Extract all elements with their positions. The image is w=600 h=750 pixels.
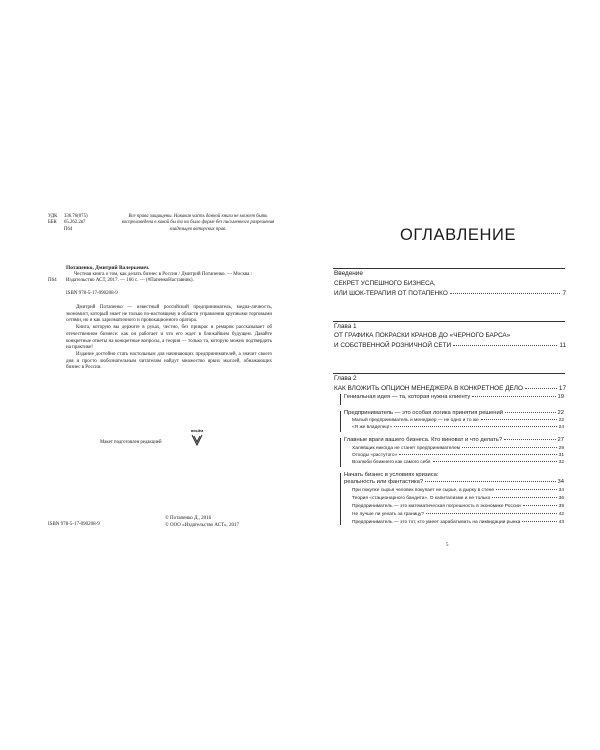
code-key <box>48 227 64 233</box>
page-ref: 27 <box>557 437 564 443</box>
toc-entry-text: Не лучше ли уехать за границу? <box>352 512 425 517</box>
copyright-lines <box>165 516 239 529</box>
page-ref: 29 <box>558 446 564 451</box>
page-ref: 7 <box>562 289 566 297</box>
code-key: ББК <box>48 220 57 226</box>
author-mark-row <box>48 227 88 233</box>
toc-entry <box>344 479 564 485</box>
section-title-line: ОТ ГРАФИКА ПОКРАСКИ КРАНОВ ДО «ЧЕРНОГО БАРСА» <box>334 332 511 339</box>
classification-codes <box>48 214 88 233</box>
dot-leader <box>425 481 555 482</box>
toc-entry-text: Теория «стационарного бандита». О капитализме и не только <box>352 496 491 501</box>
section-rule <box>333 268 565 269</box>
dot-leader <box>394 426 557 427</box>
toc-entry-text: Предприниматель — это тот, кто умеет зарабатывать на ликвидации рынка <box>352 520 521 525</box>
section-rule <box>333 373 565 374</box>
dot-leader <box>462 447 557 448</box>
page-ref: 36 <box>558 496 564 501</box>
page-ref: 19 <box>557 394 564 400</box>
contents-page <box>300 0 600 750</box>
toc-entry-text: Возлюби ближнего как самого себя <box>352 460 431 465</box>
page-ref: 22 <box>557 410 564 416</box>
toc-entry <box>344 472 564 478</box>
isbn-bottom: ISBN 978-5-17-090208-9 <box>48 522 100 527</box>
shelf-code: П64 <box>48 278 57 283</box>
copyright-author: © Потапенко Д., 2016 <box>165 516 212 521</box>
toc-entry-text: Начать бизнес в условиях кризиса: <box>344 472 439 478</box>
dot-leader <box>481 419 557 420</box>
group-bar <box>340 438 341 467</box>
section-rule <box>333 321 565 322</box>
dot-leader <box>504 439 555 440</box>
annotation-paragraph: Издание достойно стать настольным для начинающих предпринимателей, а значит своего дня и просто любознательным читателям найдут множество ярких мыслей, обнажающих бизнес в России. <box>66 351 272 371</box>
annotation-paragraph: Книга, которую вы держите в руках, честно, без прикрас и ремарок рассказывает об отечественном бизнесе: как он работает и что его ждет в ближайшем будущем. Давайте конкретные ответы на конкретные вопросы, а теория — только та, которую можно подтвердить на практике! <box>66 325 272 351</box>
toc-entry-text: Главные враги вашего бизнеса. Кто виноват и что делать? <box>344 437 503 443</box>
section-label: Введение <box>334 270 363 277</box>
dot-leader <box>433 461 557 462</box>
rights-notice: Все права защищены. Никакая часть данной книги не может быть воспроизведена в какой бы то ни было форме без письменного разрешения владельцев авторских прав. <box>121 214 275 232</box>
toc-entry-text: Халявщик никогда не станет предпринимателем <box>352 446 461 451</box>
section-title <box>334 279 566 299</box>
isbn-top: ISBN 978-5-17-090208-9 <box>66 291 118 296</box>
toc-entry <box>344 410 564 416</box>
section-title-line: СЕКРЕТ УСПЕШНОГО БИЗНЕСА, <box>334 280 436 287</box>
section-label: Глава 1 <box>334 323 357 330</box>
dot-leader <box>523 505 557 506</box>
section-title-line <box>334 341 566 351</box>
publisher-logo <box>189 427 205 447</box>
section-label: Глава 2 <box>334 375 357 382</box>
publisher-logo-text: ПРАЙМ <box>190 429 204 433</box>
dot-leader <box>496 489 557 490</box>
dot-leader <box>453 345 557 346</box>
page-ref: 11 <box>559 341 566 349</box>
page-ref: 43 <box>558 520 564 525</box>
toc-subentry <box>352 460 564 465</box>
page-ref: 17 <box>558 385 566 392</box>
toc-title: ОГЛАВЛЕНИЕ <box>400 226 517 244</box>
page-ref: 24 <box>558 425 564 430</box>
dot-leader <box>505 412 556 413</box>
dot-leader <box>426 513 557 514</box>
book-annotation <box>66 305 272 372</box>
bibliographic-record: Честная книга о том, как делать бизнес в России / Дмитрий Потапенко. — Москва : Издательство АСТ, 2017. — 166 с. — (#ПапенкоНаставник). <box>66 272 253 284</box>
section-title-line <box>334 289 566 299</box>
dot-leader <box>522 521 556 522</box>
code-value: 336.76(075) <box>64 214 88 219</box>
toc-entry-text: Гениальная идея — та, которая нужна клиенту <box>344 394 471 400</box>
dot-leader <box>399 454 556 455</box>
page-ref: 39 <box>558 504 564 509</box>
section-title-text: ИЛИ ШОК-ТЕРАПИЯ ОТ ПОТАПЕНКО <box>334 289 448 297</box>
layout-credit: Макет подготовлен редакцией <box>100 440 162 445</box>
page-ref: 22 <box>558 418 564 423</box>
toc-subentry <box>352 488 564 493</box>
toc-subentry <box>352 504 564 509</box>
toc-subentry <box>352 453 564 458</box>
toc-entry-text: Малый предприниматель и менеджер — не одно и то же <box>352 418 479 423</box>
toc-entry-text: Отходы «растутого» <box>352 453 398 458</box>
dot-leader <box>492 497 556 498</box>
dot-leader <box>525 388 557 389</box>
section-title-line <box>334 384 566 394</box>
copyright-publisher: © ООО «Издательство АСТ», 2017 <box>165 522 240 528</box>
page-number: 5 <box>446 543 449 548</box>
dot-leader <box>450 293 561 294</box>
toc-entry-text: «Я же владелец!» <box>352 425 393 430</box>
toc-subentry <box>352 446 564 451</box>
group-bar <box>340 411 341 432</box>
dot-leader <box>472 396 555 397</box>
section-title-text: КАК ВЛОЖИТЬ ОПЦИОН МЕНЕДЖЕРА В КОНКРЕТНОЕ ДЕЛО <box>334 385 523 392</box>
group-bar <box>340 394 341 405</box>
section-title <box>334 384 566 394</box>
page-ref: 34 <box>557 479 564 485</box>
page-ref: 31 <box>558 453 564 458</box>
toc-entry <box>344 394 564 400</box>
toc-subentry <box>352 418 564 423</box>
toc-subentry <box>352 512 564 517</box>
group-bar <box>340 473 341 525</box>
toc-entry <box>344 437 564 443</box>
annotation-paragraph: Дмитрий Потапенко — известный российский предприниматель, медиа-личность, экономист, который знает не только по-настоящему в области управления крупными торговыми сетями, но и как харизматичного и провокационного оратора. <box>66 305 272 324</box>
author-heading: Потапенко, Дмитрий Валерьевич. <box>66 265 150 271</box>
page-ref: 32 <box>558 460 564 465</box>
toc-entry-text: При покупке сырья человек покупает не сырье, а дырку в стене <box>352 488 495 493</box>
section-title-text: И СОБСТВЕННОЙ РОЗНИЧНОЙ СЕТИ <box>334 341 452 349</box>
toc-subentry <box>352 520 564 525</box>
toc-entry-text: Предприниматель — это математическая погрешность в экономике России <box>352 504 521 509</box>
section-title <box>334 331 566 351</box>
code-key: УДК <box>48 214 58 219</box>
toc-entry-text: Предприниматель — это особая логика принятия решений <box>344 410 503 416</box>
page-ref: 42 <box>558 512 564 517</box>
page-ref: 34 <box>558 488 564 493</box>
toc-entry-text: реальность или фантастика? <box>344 479 424 485</box>
toc-subentry <box>352 425 564 430</box>
code-value: П64 <box>64 226 73 232</box>
code-value: 65.262.2я7 <box>64 220 86 226</box>
toc-subentry <box>352 496 564 501</box>
